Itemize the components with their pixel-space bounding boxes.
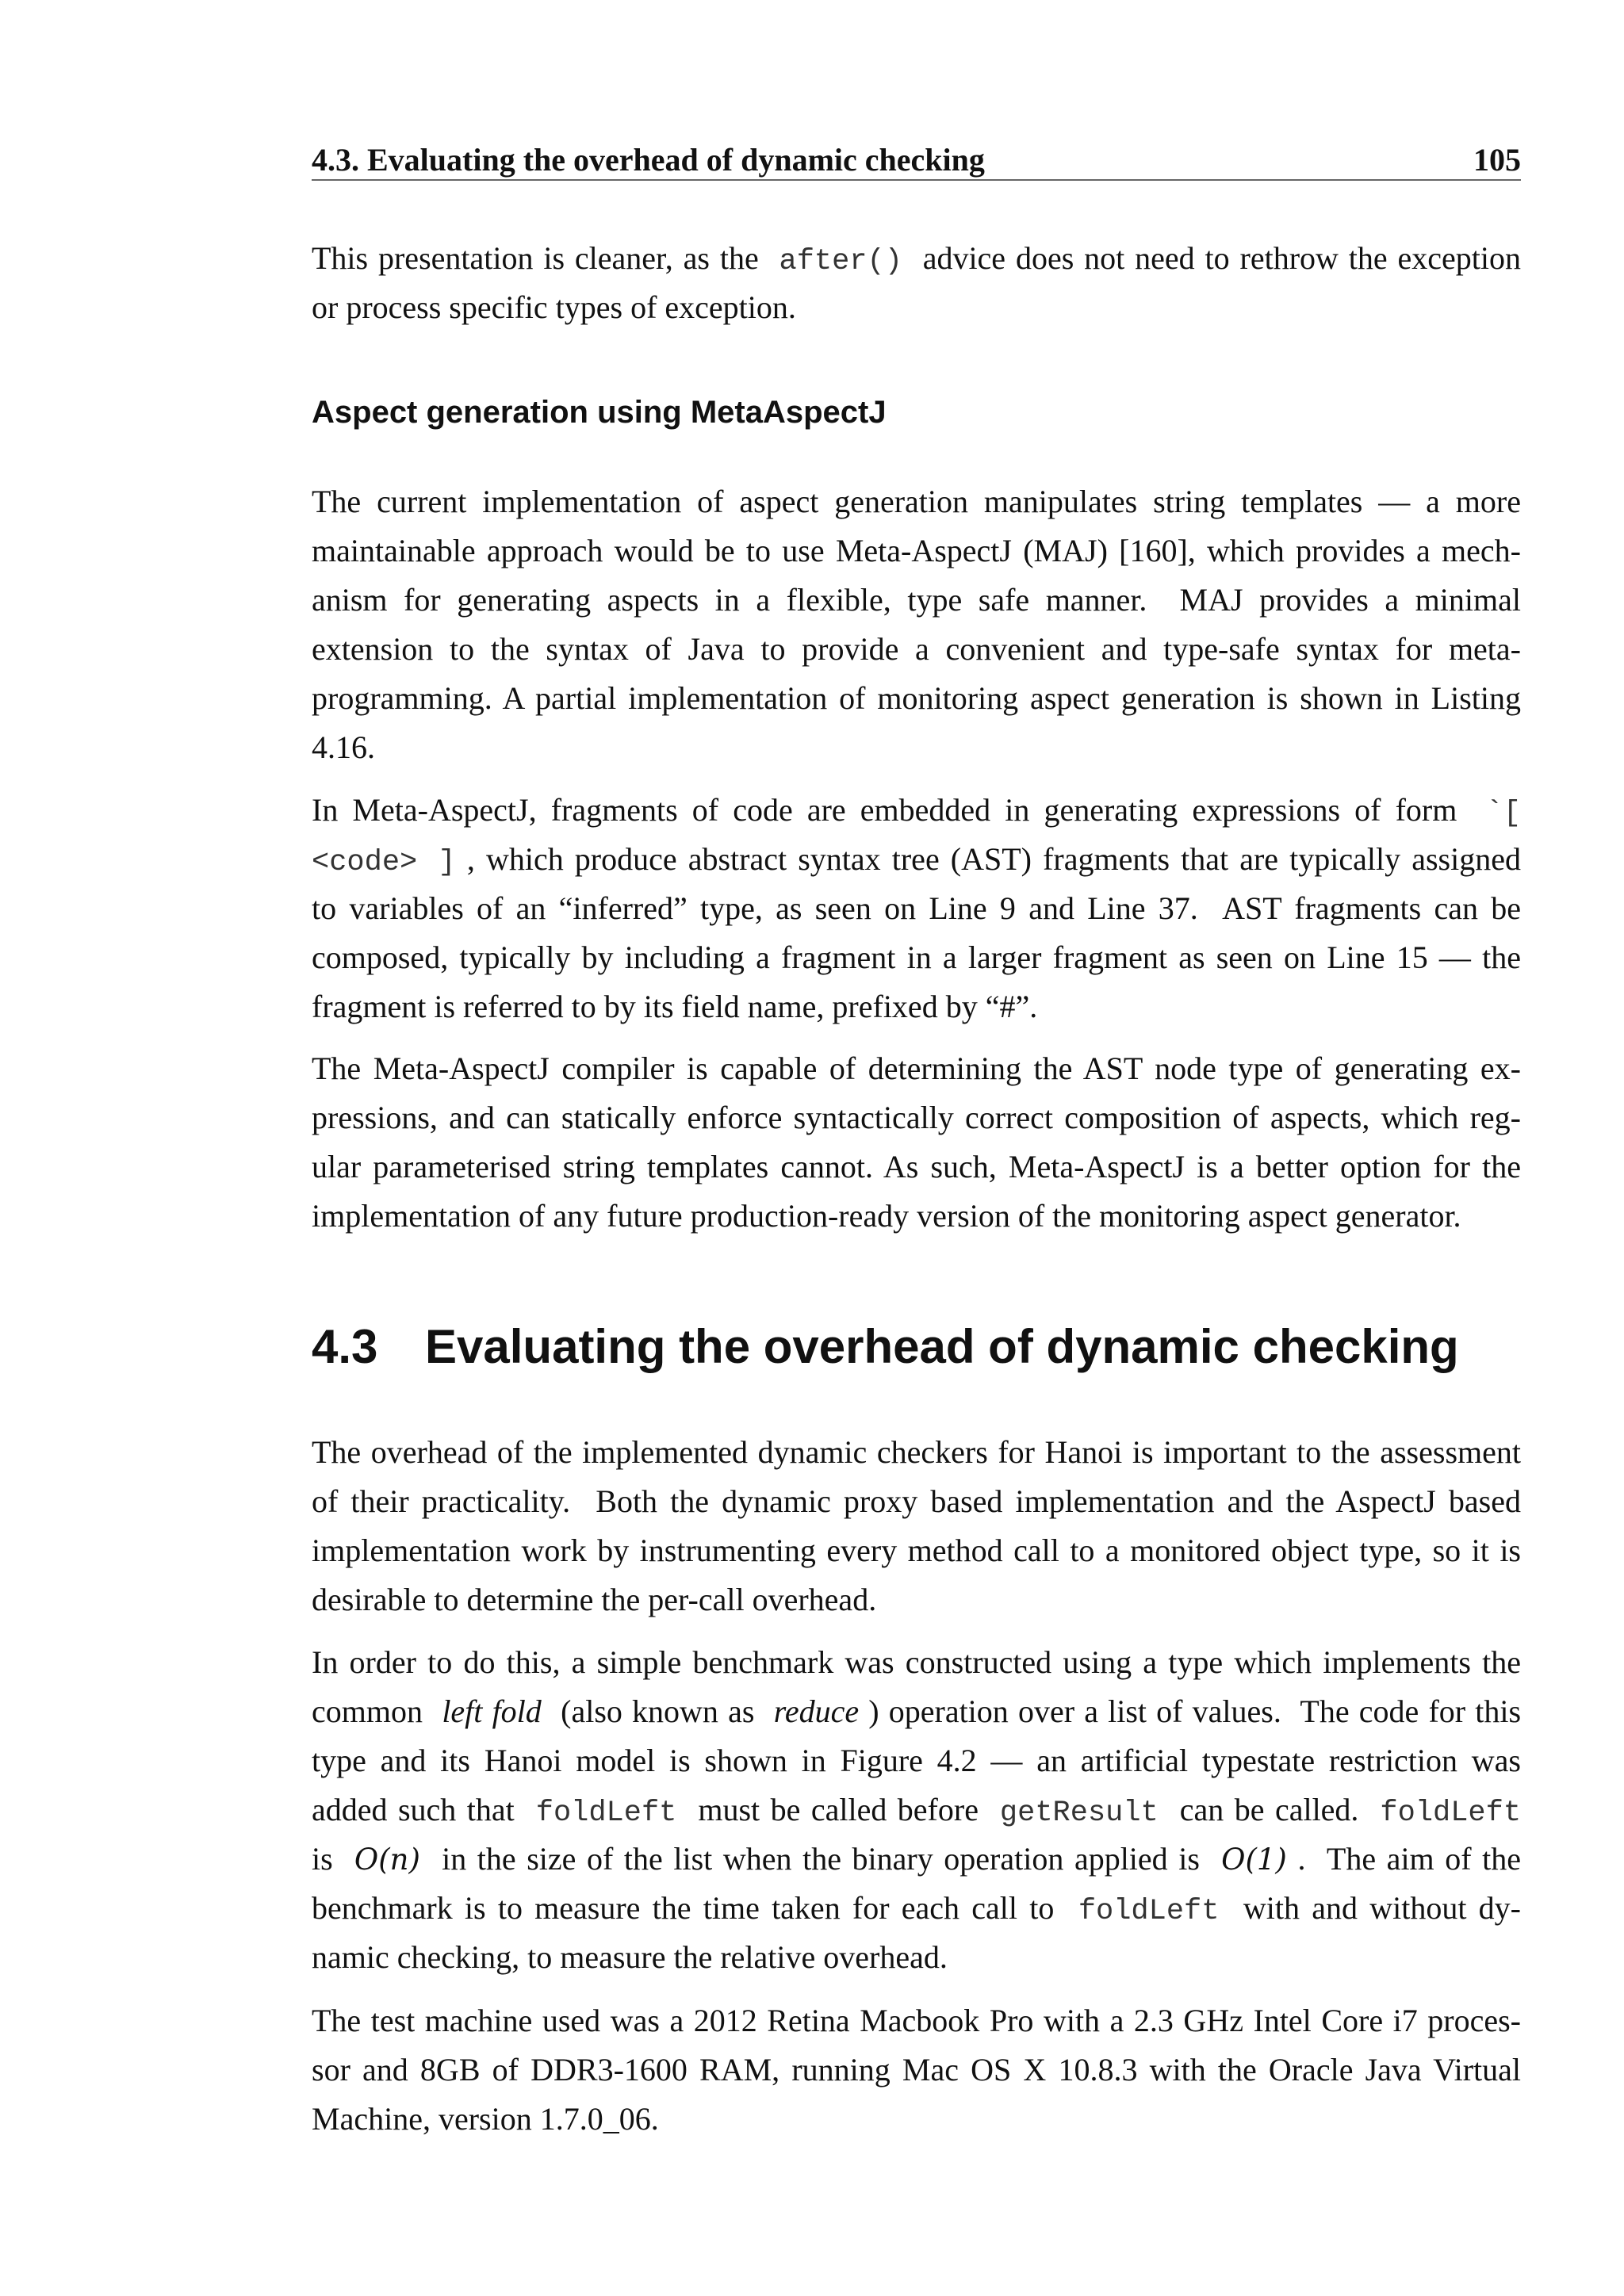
text-line <box>312 1477 1521 1526</box>
text-line <box>312 2045 1521 2095</box>
text-run: In order to do this, a simple benchmark was constructed using a type which implements the <box>312 1644 1521 1680</box>
paragraph <box>312 1638 1521 1982</box>
text-line <box>312 982 1521 1031</box>
text-run: added such that <box>312 1792 526 1827</box>
inline-code: after() <box>779 245 902 278</box>
text-line <box>312 576 1521 625</box>
paragraph <box>312 1428 1521 1624</box>
text-run: with and without dy- <box>1231 1890 1522 1926</box>
text-line <box>312 1575 1521 1624</box>
inline-code: foldLeft <box>535 1797 677 1830</box>
text-line <box>312 1093 1521 1142</box>
text-run: The Meta-AspectJ compiler is capable of determining the AST node type of generating ex- <box>312 1050 1521 1086</box>
text-line <box>312 723 1521 772</box>
paragraph <box>312 1996 1521 2144</box>
inline-code: foldLeft <box>1078 1895 1220 1928</box>
text-line <box>312 234 1521 283</box>
text-line <box>312 1933 1521 1982</box>
text-run: (also known as <box>550 1693 764 1729</box>
running-header-section: 4.3. Evaluating the overhead of dynamic checking <box>312 142 985 178</box>
text-line <box>312 884 1521 933</box>
paragraph <box>312 477 1521 772</box>
text-run: benchmark is to measure the time taken for each call to <box>312 1890 1067 1926</box>
text-line <box>312 1996 1521 2045</box>
text-run: advice does not need to rethrow the exception <box>912 240 1522 276</box>
text-line <box>312 835 1521 884</box>
section-heading <box>312 1319 1459 1374</box>
text-run: must be called before <box>687 1792 990 1827</box>
inline-code: `[ <box>1485 797 1522 830</box>
emphasis: left fold <box>442 1693 542 1729</box>
text-run: The current implementation of aspect generation manipulates string templates — a more <box>312 484 1521 519</box>
text-run: to variables of an “inferred” type, as seen on Line 9 and Line 37. AST fragments can be <box>312 890 1521 926</box>
text-run: in the size of the list when the binary operation applied is <box>431 1841 1211 1877</box>
inline-code: foldLeft <box>1380 1797 1522 1830</box>
text-line <box>312 526 1521 576</box>
math-expression: O(1) <box>1221 1843 1287 1877</box>
text-line <box>312 1428 1521 1477</box>
text-run: or process specific types of exception. <box>312 289 796 325</box>
text-run: sor and 8GB of DDR3-1600 RAM, running Mac OS X 10.8.3 with the Oracle Java Virtual <box>312 2052 1521 2087</box>
text-run: , which produce abstract syntax tree (AST) fragments that are typically assigned <box>466 841 1521 877</box>
text-line <box>312 477 1521 526</box>
text-run: is <box>312 1841 344 1877</box>
text-line <box>312 1835 1521 1884</box>
text-run: type and its Hanoi model is shown in Figure 4.2 — an artificial typestate restriction was <box>312 1743 1521 1778</box>
text-run: . The aim of the <box>1297 1841 1522 1877</box>
text-line <box>312 625 1521 674</box>
running-header <box>312 135 1521 181</box>
text-line <box>312 1638 1521 1687</box>
inline-code: getResult <box>999 1797 1159 1830</box>
text-run: of their practicality. Both the dynamic proxy based implementation and the AspectJ based <box>312 1483 1521 1519</box>
text-run: ) operation over a list of values. The code for this <box>868 1693 1522 1729</box>
text-run: composed, typically by including a fragment in a larger fragment as seen on Line 15 — the <box>312 939 1521 975</box>
text-line <box>312 1526 1521 1575</box>
section-title: Evaluating the overhead of dynamic checking <box>425 1320 1459 1373</box>
text-line <box>312 1884 1521 1933</box>
text-run: maintainable approach would be to use Meta-AspectJ (MAJ) [160], which provides a mech- <box>312 533 1521 568</box>
text-run: can be called. <box>1169 1792 1369 1827</box>
paragraph <box>312 786 1521 1031</box>
text-line <box>312 1192 1521 1241</box>
text-run: ular parameterised string templates cannot. As such, Meta-AspectJ is a better option for the <box>312 1149 1521 1184</box>
text-line <box>312 1142 1521 1192</box>
text-run: The overhead of the implemented dynamic checkers for Hanoi is important to the assessment <box>312 1434 1521 1470</box>
text-run: 4.16. <box>312 729 375 765</box>
text-run: extension to the syntax of Java to provide a convenient and type-safe syntax for meta- <box>312 631 1521 667</box>
text-line <box>312 933 1521 982</box>
paragraph <box>312 234 1521 332</box>
text-line <box>312 674 1521 723</box>
math-expression: O(n) <box>354 1843 420 1877</box>
text-line <box>312 1736 1521 1785</box>
text-run: implementation work by instrumenting every method call to a monitored object type, so it is <box>312 1533 1521 1568</box>
text-run: This presentation is cleaner, as the <box>312 240 769 276</box>
text-line <box>312 1044 1521 1093</box>
text-line <box>312 2095 1521 2144</box>
paragraph <box>312 1044 1521 1241</box>
text-run: desirable to determine the per-call overhead. <box>312 1582 877 1617</box>
text-run: common <box>312 1693 433 1729</box>
text-run: fragment is referred to by its field name, prefixed by “#”. <box>312 989 1038 1024</box>
text-run: Machine, version 1.7.0_06. <box>312 2101 659 2137</box>
text-run: pressions, and can statically enforce syntactically correct composition of aspects, which reg- <box>312 1100 1521 1135</box>
text-run: implementation of any future production-ready version of the monitoring aspect generator. <box>312 1198 1461 1234</box>
text-run: anism for generating aspects in a flexible, type safe manner. MAJ provides a minimal <box>312 582 1521 618</box>
text-run: programming. A partial implementation of monitoring aspect generation is shown in Listing <box>312 680 1521 716</box>
text-line <box>312 1785 1521 1835</box>
text-run: The test machine used was a 2012 Retina Macbook Pro with a 2.3 GHz Intel Core i7 proces- <box>312 2003 1521 2038</box>
text-run: namic checking, to measure the relative overhead. <box>312 1939 948 1975</box>
emphasis: reduce <box>773 1693 860 1729</box>
page-number: 105 <box>1473 142 1521 178</box>
text-line <box>312 786 1521 835</box>
inline-code: <code> ] <box>312 846 456 879</box>
text-line <box>312 1687 1521 1736</box>
text-run: In Meta-AspectJ, fragments of code are embedded in generating expressions of form <box>312 792 1472 828</box>
section-number: 4.3 <box>312 1320 378 1373</box>
text-line <box>312 283 1521 332</box>
subsection-heading: Aspect generation using MetaAspectJ <box>312 395 887 430</box>
